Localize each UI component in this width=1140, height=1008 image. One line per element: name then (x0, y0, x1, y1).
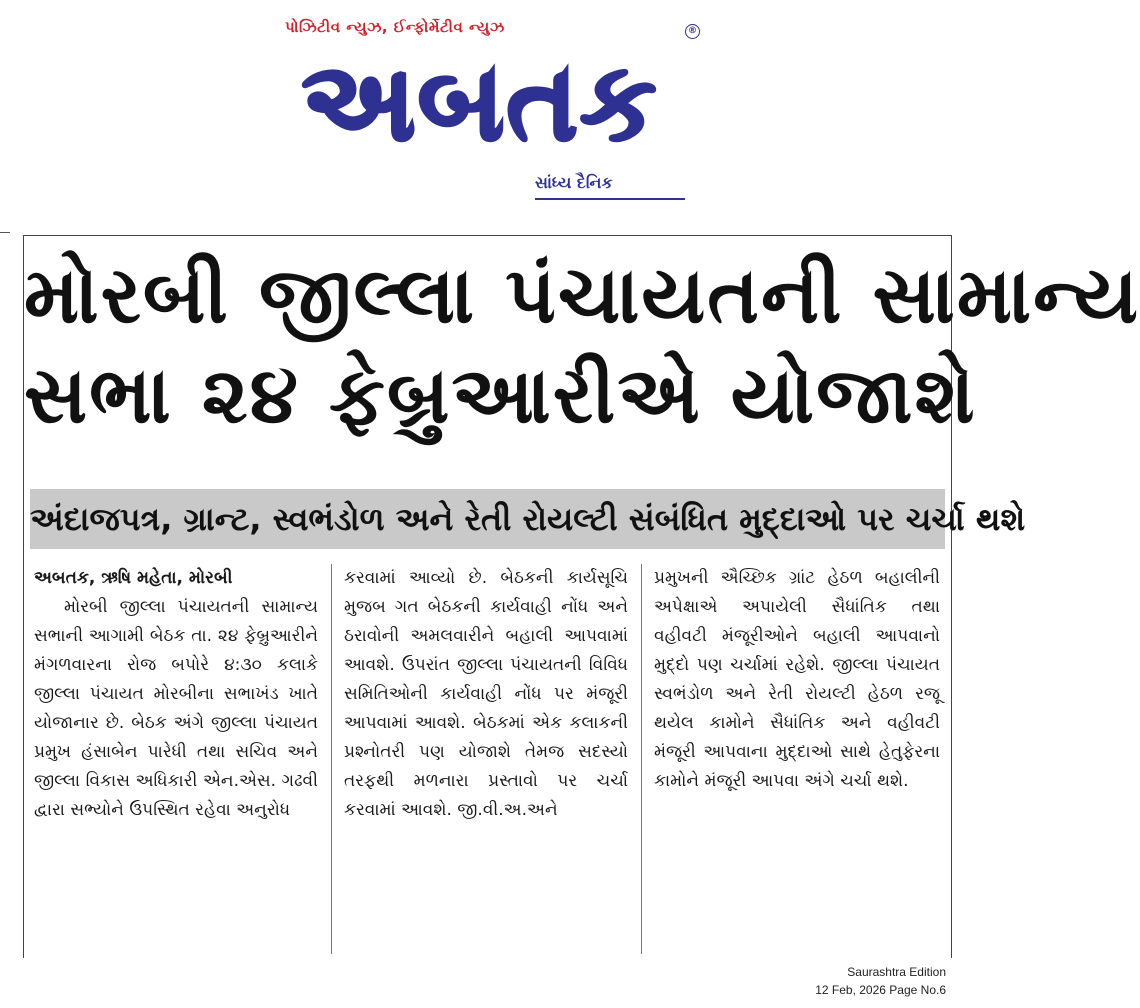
column-3-text: પ્રમુખની ઐચ્છિક ગ્રાંટ હેઠળ બહાલીની અપેક્ષાએ અપાયેલી સૈધાંતિક તથા વહીવટી મંજૂરીઓને બહાલી આપવાનો મુદ્દો પણ ચર્ચામાં રહેશે. જીલ્લા પંચાયત સ્વભંડોળ અને રેતી રોયલ્ટી હેઠળ રજૂ થયેલ કામોને સૈધાંતિક અને વહીવટી મંજૂરી આપવાના મુદ્દાઓ સાથે હેતુફેરના કામોને મંજૂરી આપવા અંગે ચર્ચા થશે. (654, 568, 940, 791)
newspaper-logo: અબતક (301, 40, 659, 165)
column-divider (331, 564, 332, 954)
article-clipping (23, 235, 1140, 958)
registered-mark-icon: ® (685, 24, 700, 39)
edition-date-page: 12 Feb, 2026 Page No.6 (815, 983, 946, 997)
article-byline: અબતક, ઋષિ મહેતા, મોરબી (34, 568, 233, 588)
masthead-underline (535, 198, 685, 200)
article-body (34, 564, 944, 954)
article-column-3 (654, 564, 940, 796)
masthead-tagline: પોઝિટીવ ન્યુઝ, ઈન્ફોર્મેટીવ ન્યુઝ (285, 18, 505, 36)
column-1-text: મોરબી જીલ્લા પંચાયતની સામાન્ય સભાની આગામી બેઠક તા. ૨૪ ફેબ્રુઆરીને મંગળવારના રોજ બપોરે ૪:૩૦ કલાકે જીલ્લા પંચાયત મોરબીના સભાખંડ ખાતે યોજાનાર છે. બેઠક અંગે જીલ્લા પંચાયત પ્રમુખ હંસાબેન પારેધી તથા સચિવ અને જીલ્લા વિકાસ અધિકારી એન.એસ. ગઢવી દ્વારા સભ્યોને ઉપસ્થિત રહેવા અનુરોધ (34, 597, 318, 820)
column-divider (641, 564, 642, 954)
column-2-text: કરવામાં આવ્યો છે. બેઠકની કાર્યસૂચિ મુજબ ગત બેઠકની કાર્યવાહી નોંધ અને ઠરાવોની અમલવારીને બહાલી આપવામાં આવશે. ઉપરાંત જીલ્લા પંચાયતની વિવિધ સમિતિઓની કાર્યવાહી નોંધ પર મંજૂરી આપવામાં આવશે. બેઠકમાં એક કલાકની પ્રશ્નોતરી પણ યોજાશે તેમજ સદસ્યો તરફથી મળનારા પ્રસ્તાવો પર ચર્ચા કરવામાં આવશે. જી.વી.અ.અને (344, 568, 628, 820)
masthead-subtitle: સાંધ્ય દૈનિક (535, 173, 613, 192)
masthead (255, 18, 705, 204)
edge-divider (0, 232, 10, 233)
article-column-1 (34, 564, 318, 825)
edition-footer (815, 963, 946, 999)
article-column-2 (344, 564, 628, 825)
article-subhead: અંદાજપત્ર, ગ્રાન્ટ, સ્વભંડોળ અને રેતી રોયલ્ટી સંબંધિત મુદ્દાઓ પર ચર્ચા થશે (30, 489, 945, 549)
edition-name: Saurashtra Edition (847, 965, 946, 979)
article-headline (24, 236, 1140, 482)
headline-line-1: મોરબી જીલ્લા પંચાયતની સામાન્ય (24, 251, 1140, 341)
headline-line-2: સભા ૨૪ ફેબ્રુઆરીએ યોજાશે (24, 351, 977, 441)
